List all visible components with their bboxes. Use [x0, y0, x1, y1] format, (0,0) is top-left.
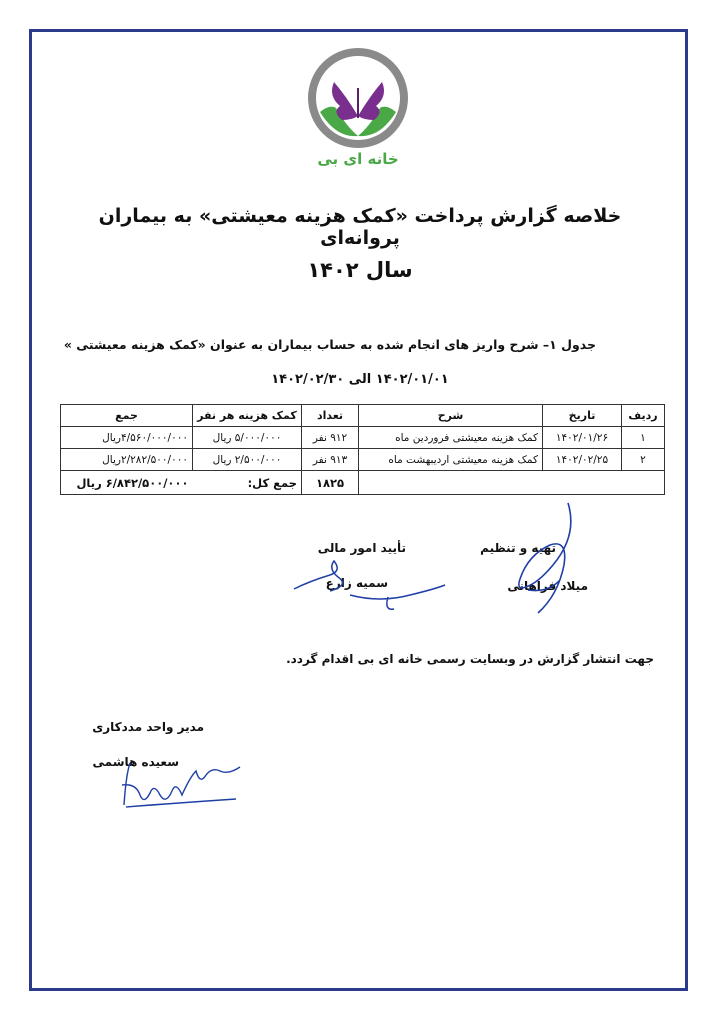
logo-ring-text: EB Home [334, 58, 382, 76]
cell-date: ۱۴۰۲/۰۱/۲۶ [543, 427, 622, 449]
prepared-by-title: تهیه و تنظیم [480, 541, 556, 555]
publish-instruction: جهت انتشار گزارش در وبسایت رسمی خانه ای بی اقدام گردد. [286, 652, 654, 666]
finance-approval-name: سمیه زارع [325, 576, 388, 590]
total-count: ۱۸۲۵ [302, 471, 359, 495]
prepared-by-name: میلاد فراهانی [507, 579, 588, 593]
cell-row-number: ۲ [622, 449, 665, 471]
cell-per-person: ۲/۵۰۰/۰۰۰ ریال [193, 449, 302, 471]
cell-total: ۲/۲۸۲/۵۰۰/۰۰۰ریال [61, 449, 193, 471]
header-row-number: ردیف [622, 405, 665, 427]
header-date: تاریخ [543, 405, 622, 427]
cell-count: ۹۱۲ نفر [302, 427, 359, 449]
cell-description: کمک هزینه معیشتی اردیبهشت ماه [359, 449, 543, 471]
report-year: سال ۱۴۰۲ [307, 258, 413, 282]
header-count: تعداد [302, 405, 359, 427]
cell-total: ۴/۵۶۰/۰۰۰/۰۰۰ریال [61, 427, 193, 449]
total-empty-cell [359, 471, 665, 495]
cell-description: کمک هزینه معیشتی فروردین ماه [359, 427, 543, 449]
svg-text:EB Home [334, 59, 382, 76]
finance-approval-title: تأیید امور مالی [317, 541, 406, 555]
table-header-row [61, 405, 665, 427]
report-title: خلاصه گزارش پرداخت «کمک هزینه معیشتی» به بیماران پروانه‌ای [98, 205, 622, 249]
table-total-row [61, 471, 665, 495]
header-per-person: کمک هزینه هر نفر [193, 405, 302, 427]
manager-signature [116, 755, 246, 815]
cell-date: ۱۴۰۲/۰۲/۲۵ [543, 449, 622, 471]
header-description: شرح [359, 405, 543, 427]
payments-table [60, 404, 665, 495]
total-label: جمع کل: [193, 471, 302, 495]
manager-title: مدیر واحد مددکاری [92, 720, 204, 734]
header-total: جمع [61, 405, 193, 427]
finance-approval-signature [290, 555, 450, 615]
logo-name: خانه ای بی [317, 150, 399, 168]
page-border [29, 29, 688, 991]
table-row [61, 449, 665, 471]
cell-per-person: ۵/۰۰۰/۰۰۰ ریال [193, 427, 302, 449]
manager-name: سعیده هاشمی [92, 755, 179, 769]
prepared-by-signature [498, 495, 588, 620]
date-range: ۱۴۰۲/۰۱/۰۱ الی ۱۴۰۲/۰۲/۳۰ [271, 372, 449, 387]
total-amount: ۶/۸۴۲/۵۰۰/۰۰۰ ریال [61, 471, 193, 495]
eb-home-logo [306, 46, 410, 170]
cell-row-number: ۱ [622, 427, 665, 449]
table-caption: جدول ۱– شرح واریز های انجام شده به حساب بیماران به عنوان «کمک هزینه معیشتی » [63, 337, 596, 352]
cell-count: ۹۱۳ نفر [302, 449, 359, 471]
table-row [61, 427, 665, 449]
